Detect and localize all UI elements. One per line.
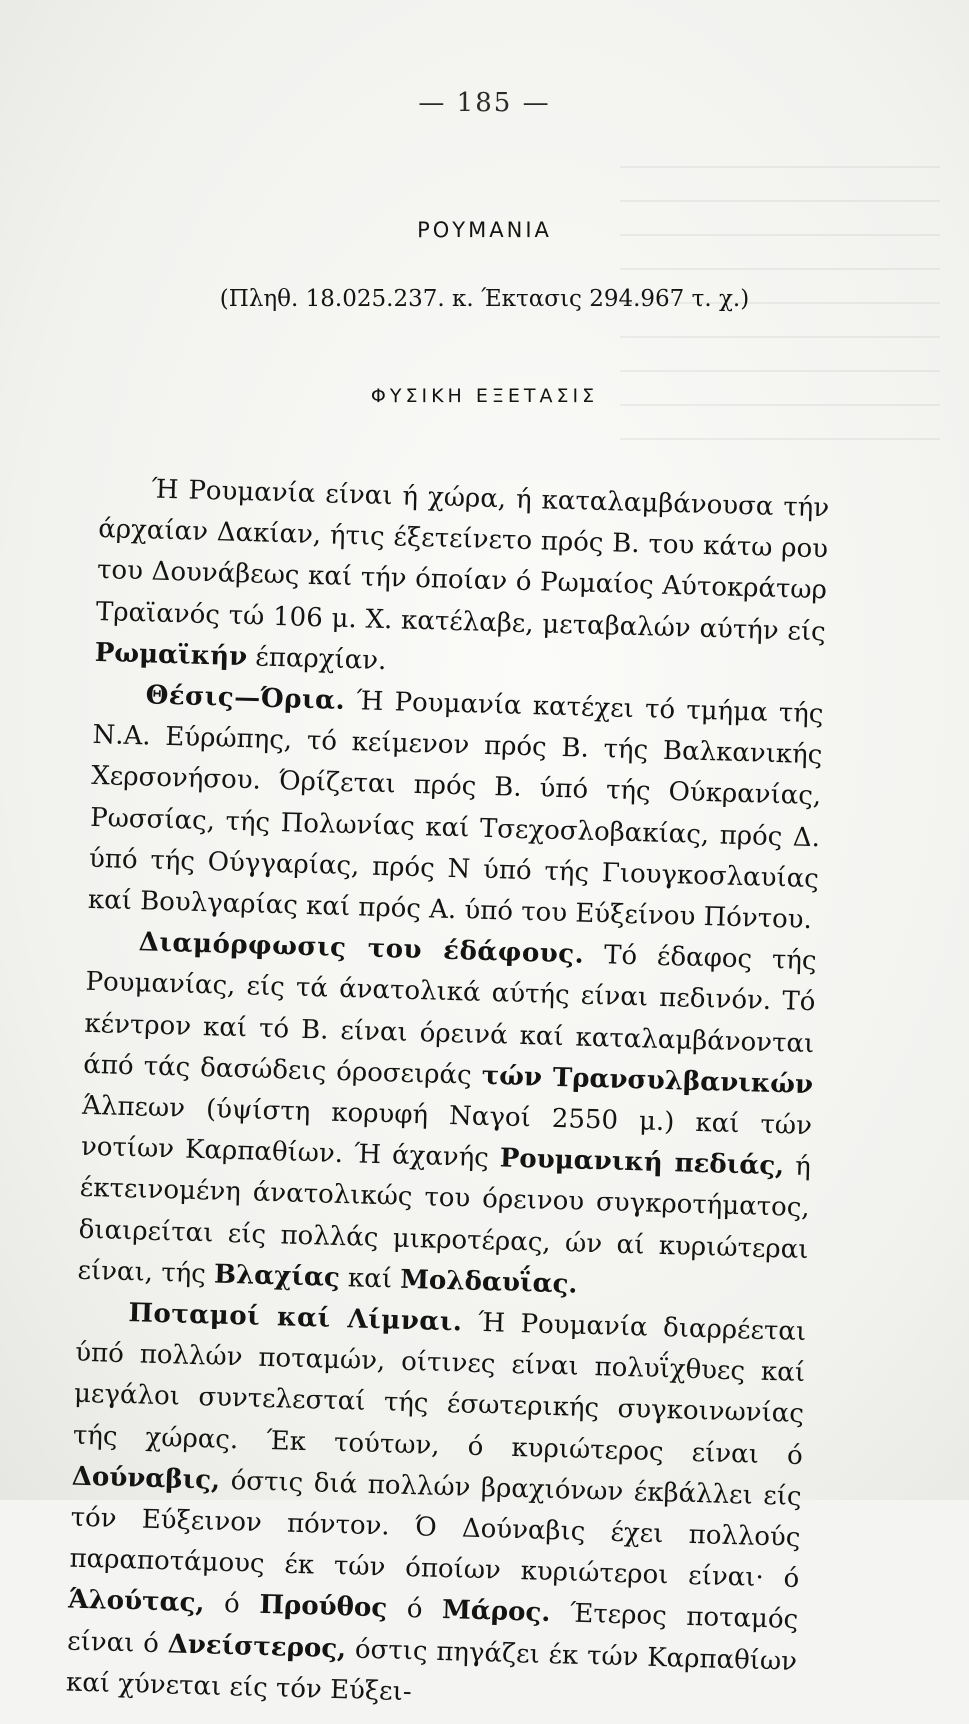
text-run: Ή Ρουμανία είναι ή χώρα, ή καταλαμβάνουσα τήν άρχαίαν Δακίαν, ήτις έξετείνετο πρός Β. του κάτω ρου του Δουνάβεως καί τήν όποίαν ό Ρωμαίος Αύτοκράτωρ Τραϊανός τώ 106 μ. Χ. κατέλαβε, μεταβαλών αύτήν είς bbox=[95, 474, 830, 647]
text-run: Τό έδαφος τής Ρουμανίας, είς τά άνατολικά αύτής είναι πεδινόν. Τό κέντρον καί τό Β. είναι όρεινά καί καταλαμβάνονται άπό τάς δασώδεις όροσειράς bbox=[82, 939, 817, 1091]
country-title: ΡΟΥΜΑΝΙΑ bbox=[417, 218, 552, 242]
text-run: έπαρχίαν. bbox=[246, 642, 387, 676]
text-run: Ή Ρουμανία διαρρέεται ύπό πολλών ποταμών, οίτινες είναι πολυΐχθυες καί μεγάλοι συντελεσταί τής έσωτερικής συγκοινωνίας τής χώρας. Έκ τούτων, ό κυριώτερος είναι ό bbox=[72, 1307, 807, 1471]
paragraph-heading: Ποταμοί καί Λίμναι. bbox=[127, 1298, 463, 1338]
text-run: ό bbox=[386, 1593, 443, 1626]
bold-term: τών Τρανσυλβανικών bbox=[481, 1060, 814, 1100]
bold-term: Ρουμανική πεδιάς, bbox=[499, 1143, 785, 1182]
population-area-line: (Πληθ. 18.025.237. κ. Έκτασις 294.967 τ. χ.) bbox=[219, 286, 750, 312]
section-title: ΦΥΣΙΚΗ ΕΞΕΤΑΣΙΣ bbox=[370, 385, 599, 407]
bold-term: Ρωμαϊκήν bbox=[94, 637, 248, 672]
text-run: ή έκτεινομένη άνατολικώς του όρεινου συγκροτήματος, διαιρείται είς πολλάς μικροτέρας, ών αί κυριώτεραι είναι, τής bbox=[77, 1151, 812, 1290]
paragraph-heading: Διαμόρφωσις του έδάφους. bbox=[138, 927, 585, 970]
bold-term: Δούναβις, bbox=[71, 1461, 221, 1496]
bold-term: Δνείστερος, bbox=[167, 1629, 347, 1665]
text-run: όστις διά πολλών βραχιόνων έκβάλλει είς τόν Εύξεινον πόντον. Ό Δούναβις έχει πολλούς παραποτάμους έκ τών όποίων κυριώτεροι είναι· ό bbox=[69, 1465, 802, 1595]
bold-term: Προύθος bbox=[259, 1590, 388, 1624]
text-run: Έτερος ποταμός είναι ό bbox=[66, 1598, 799, 1660]
bold-term: Μάρος. bbox=[441, 1595, 551, 1629]
paragraph-rivers bbox=[65, 1292, 806, 1724]
paragraph-terrain bbox=[77, 921, 817, 1312]
text-run: καί bbox=[339, 1262, 401, 1295]
bold-term: Μολδαυΐας. bbox=[399, 1264, 578, 1300]
paragraph-location bbox=[87, 674, 824, 942]
text-run: Ή Ρουμανία κατέχει τό τμήμα τής Ν.Α. Εύρώπης, τό κείμενον πρός Β. τής Βαλκανικής Χερσονήσου. Όρίζεται πρός Β. ύπό τής Ούκρανίας, Ρωσσίας, τής Πολωνίας καί Τσεχοσλοβακίας, πρός Δ. ύπό τής Ούγγαρίας, πρός Ν ύπό τής Γιουγκοσλαυίας καί Βουλγαρίας καί πρός Α. ύπό του Εύξείνου Πόντου. bbox=[87, 685, 824, 936]
text-run: Άλπεων (ύψίστη κορυφή Ναγοί 2550 μ.) καί τών νοτίων Καρπαθίων. Ή άχανής bbox=[80, 1090, 813, 1174]
bold-term: Άλούτας, bbox=[67, 1585, 205, 1619]
paragraph-heading: Θέσις—Όρια. bbox=[145, 680, 346, 716]
text-run: όστις πηγάζει έκ τών Καρπαθίων καί χύνεται είς τόν Εύξει- bbox=[65, 1634, 798, 1708]
bold-term: Βλαχίας bbox=[213, 1259, 341, 1293]
paragraph-intro bbox=[94, 468, 829, 694]
text-run: ό bbox=[204, 1588, 260, 1621]
body-text bbox=[65, 468, 829, 1724]
page-number: — 185 — bbox=[418, 88, 551, 118]
